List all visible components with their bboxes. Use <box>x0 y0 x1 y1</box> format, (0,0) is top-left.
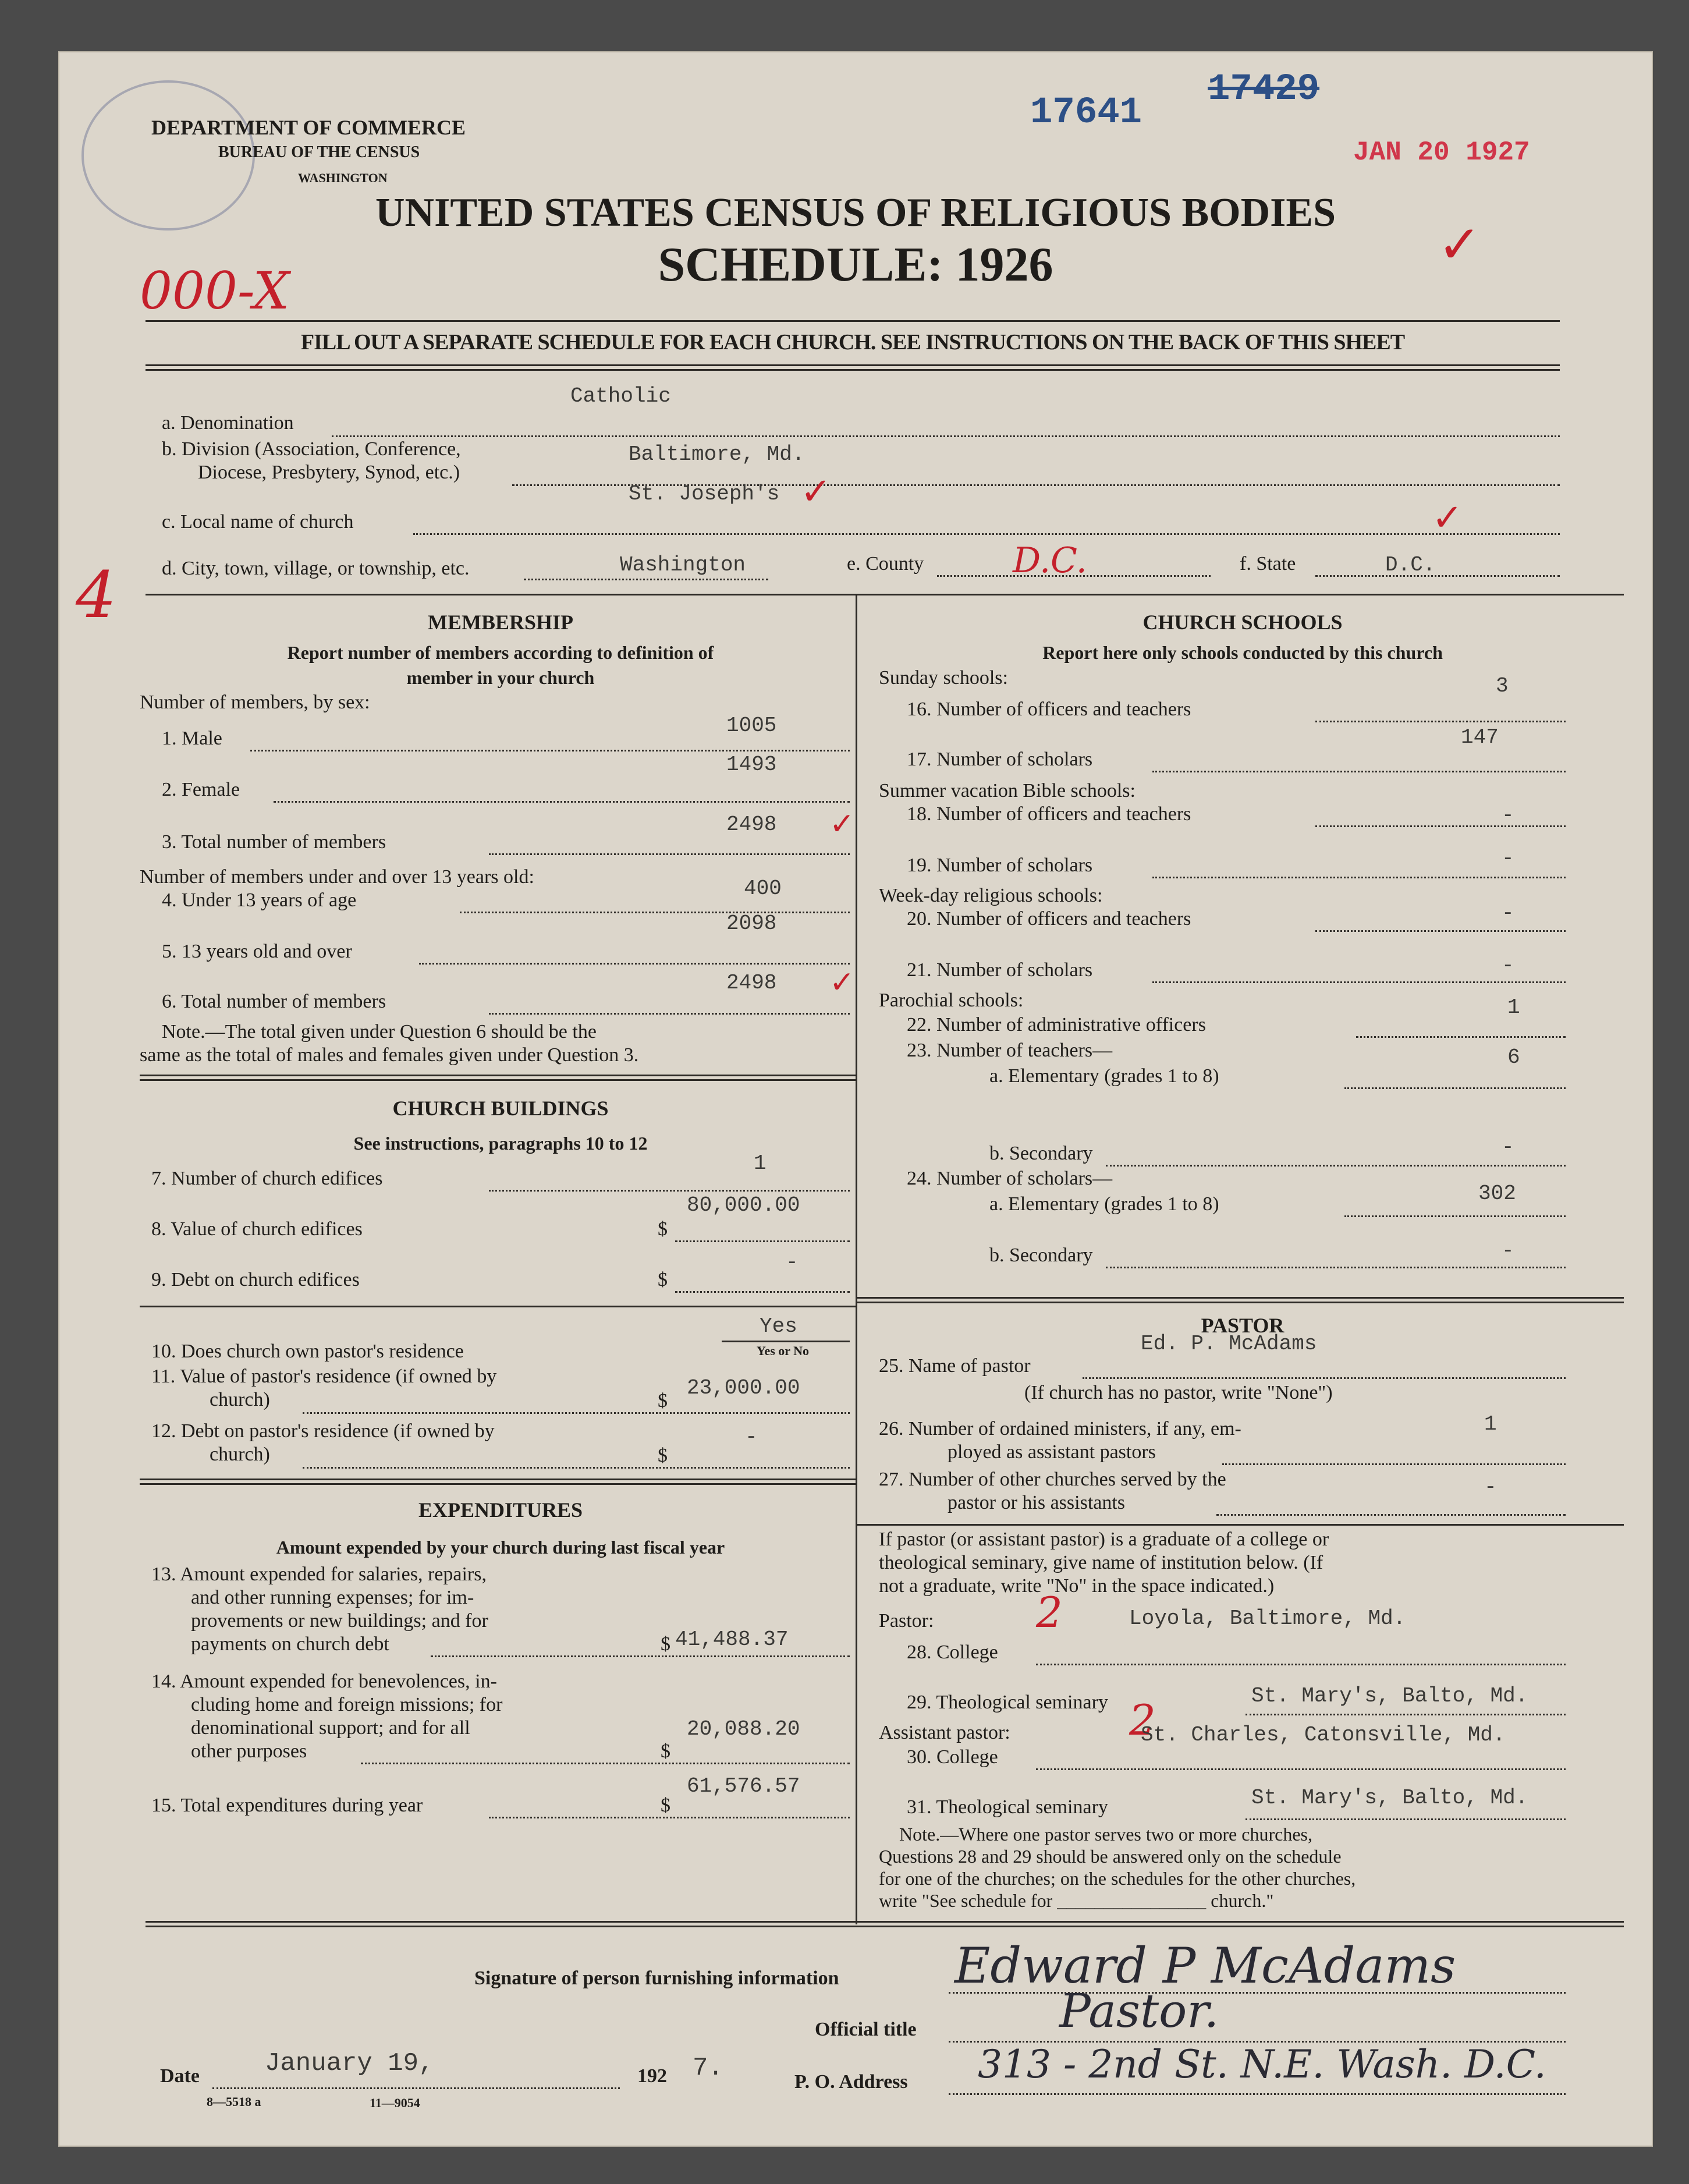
official-title-value[interactable]: Pastor. <box>1059 1984 1219 2038</box>
scholars-elementary-value[interactable]: 302 <box>1478 1182 1516 1206</box>
edifices-debt-value[interactable]: - <box>786 1250 799 1274</box>
weekday-scholars-label: 21. Number of scholars <box>907 959 1093 981</box>
graduate-instructions-2: theological seminary, give name of institution below. (If <box>879 1552 1323 1573</box>
other-churches-value[interactable]: - <box>1484 1475 1497 1499</box>
pastor-heading: PASTOR <box>1201 1314 1285 1337</box>
city-label: d. City, town, village, or township, etc. <box>162 558 470 579</box>
operating-expenses-label-3: provements or new buildings; and for <box>191 1610 488 1632</box>
scholars-elementary-label: a. Elementary (grades 1 to 8) <box>989 1193 1219 1215</box>
residence-debt-label-1: 12. Debt on pastor's residence (if owned by <box>151 1420 495 1442</box>
female-value[interactable]: 1493 <box>726 753 777 777</box>
sunday-scholars-label: 17. Number of scholars <box>907 749 1093 770</box>
signature-label: Signature of person furnishing information <box>474 1967 839 1989</box>
form-title: UNITED STATES CENSUS OF RELIGIOUS BODIES <box>375 190 1336 235</box>
sunday-scholars-value[interactable]: 147 <box>1461 725 1499 749</box>
parochial-schools-label: Parochial schools: <box>879 990 1024 1011</box>
administrative-officers-value[interactable]: 1 <box>1507 995 1520 1019</box>
teachers-elementary-label: a. Elementary (grades 1 to 8) <box>989 1065 1219 1087</box>
residence-debt-value[interactable]: - <box>745 1425 758 1449</box>
benevolences-label-4: other purposes <box>191 1740 307 1762</box>
operating-expenses-label-1: 13. Amount expended for salaries, repairs, <box>151 1563 487 1585</box>
operating-expenses-dollar: $ <box>661 1633 670 1655</box>
check-mark-top: ✓ <box>1438 217 1482 274</box>
residence-debt-label-2: church) <box>210 1444 270 1465</box>
check-mark-church-name: ✓ <box>800 471 832 512</box>
assistant-seminary-label: 31. Theological seminary <box>907 1796 1108 1818</box>
assistant-college-value[interactable]: St. Charles, Catonsville, Md. <box>1141 1723 1506 1747</box>
weekday-teachers-value[interactable]: - <box>1502 901 1514 925</box>
assistant-pastors-label-1: 26. Number of ordained ministers, if any, em- <box>879 1418 1241 1440</box>
membership-subheading-2: member in your church <box>406 667 595 688</box>
instructions-banner: FILL OUT A SEPARATE SCHEDULE FOR EACH CHURCH. SEE INSTRUCTIONS ON THE BACK OF THIS SHEET <box>300 330 1405 354</box>
date-year-value[interactable]: 7. <box>693 2054 723 2083</box>
assistant-seminary-value[interactable]: St. Mary's, Balto, Md. <box>1251 1786 1528 1810</box>
pastor-name-note: (If church has no pastor, write "None") <box>1024 1382 1333 1403</box>
expenditures-heading: EXPENDITURES <box>418 1498 583 1522</box>
13-and-over-label: 5. 13 years old and over <box>162 941 352 962</box>
summer-scholars-label: 19. Number of scholars <box>907 855 1093 876</box>
scholars-label: 24. Number of scholars— <box>907 1168 1113 1189</box>
pastor-name-label: 25. Name of pastor <box>879 1355 1031 1377</box>
church-name-label: c. Local name of church <box>162 511 354 533</box>
pastor-note-3: for one of the churches; on the schedules for the other churches, <box>879 1868 1356 1889</box>
department-name: DEPARTMENT OF COMMERCE <box>151 116 466 139</box>
state-label: f. State <box>1240 553 1296 575</box>
total-members-by-age-value[interactable]: 2498 <box>726 971 777 995</box>
bureau-city: WASHINGTON <box>298 171 388 185</box>
residence-value-dollar: $ <box>658 1390 668 1412</box>
division-label-1: b. Division (Association, Conference, <box>162 438 461 460</box>
pastor-college-value[interactable]: Loyola, Baltimore, Md. <box>1129 1607 1406 1630</box>
assistant-education-mark: 2 <box>1129 1696 1156 1745</box>
teachers-elementary-value[interactable]: 6 <box>1507 1045 1520 1069</box>
total-expenditures-label: 15. Total expenditures during year <box>151 1795 423 1816</box>
teachers-label: 23. Number of teachers— <box>907 1040 1113 1061</box>
scholars-secondary-value[interactable]: - <box>1502 1239 1514 1263</box>
pastor-note-2: Questions 28 and 29 should be answered only on the schedule <box>879 1846 1342 1867</box>
state-value[interactable]: D.C. <box>1385 553 1436 577</box>
date-year-prefix: 192 <box>637 2065 667 2087</box>
census-schedule-sheet <box>58 51 1653 2147</box>
check-mark-q3: ✓ <box>829 808 855 841</box>
denomination-label: a. Denomination <box>162 412 294 434</box>
county-label: e. County <box>847 553 924 575</box>
check-mark-right: ✓ <box>1432 497 1463 538</box>
serial-number: 17641 <box>1030 92 1142 134</box>
members-by-sex-label: Number of members, by sex: <box>140 692 370 713</box>
po-address-value[interactable]: 313 - 2nd St. N.E. Wash. D.C. <box>978 2042 1546 2087</box>
yes-or-no-hint: Yes or No <box>757 1343 810 1358</box>
operating-expenses-amount[interactable]: 41,488.37 <box>675 1628 789 1651</box>
received-date-stamp: JAN 20 1927 <box>1353 137 1530 168</box>
struck-serial-number: 17429 <box>1208 69 1320 111</box>
pastor-education-label: Pastor: <box>879 1610 934 1632</box>
weekday-scholars-value[interactable]: - <box>1502 953 1514 977</box>
owns-residence-value[interactable]: Yes <box>760 1314 797 1338</box>
total-expenditures-dollar: $ <box>661 1795 670 1816</box>
church-edifices-label: 7. Number of church edifices <box>151 1168 383 1189</box>
official-title-label: Official title <box>815 2019 917 2040</box>
weekday-teachers-label: 20. Number of officers and teachers <box>907 908 1191 930</box>
schedule-year: SCHEDULE: 1926 <box>658 237 1053 292</box>
handwritten-margin-mark: 4 <box>76 558 116 632</box>
total-expenditures-amount[interactable]: 61,576.57 <box>687 1774 800 1798</box>
sunday-teachers-value[interactable]: 3 <box>1496 674 1509 698</box>
summer-schools-label: Summer vacation Bible schools: <box>879 780 1136 802</box>
female-label: 2. Female <box>162 779 240 800</box>
summer-teachers-label: 18. Number of officers and teachers <box>907 803 1191 825</box>
operating-expenses-label-2: and other running expenses; for im- <box>191 1587 474 1608</box>
membership-note-1: Note.—The total given under Question 6 should be the <box>162 1021 597 1043</box>
members-by-age-label: Number of members under and over 13 years old: <box>140 866 534 888</box>
benevolences-label-2: cluding home and foreign missions; for <box>191 1694 503 1715</box>
graduate-instructions-3: not a graduate, write "No" in the space indicated.) <box>879 1575 1275 1597</box>
pastor-note-4: write "See schedule for ________________ church." <box>879 1890 1274 1911</box>
expenditures-subheading: Amount expended by your church during last fiscal year <box>276 1537 725 1558</box>
teachers-secondary-value[interactable]: - <box>1502 1135 1514 1159</box>
assistant-pastors-label-2: ployed as assistant pastors <box>948 1441 1156 1463</box>
benevolences-label-3: denominational support; and for all <box>191 1717 470 1739</box>
sunday-teachers-label: 16. Number of officers and teachers <box>907 699 1191 720</box>
owns-residence-label: 10. Does church own pastor's residence <box>151 1341 464 1362</box>
pastor-education-mark: 2 <box>1036 1588 1063 1637</box>
schools-heading: CHURCH SCHOOLS <box>1142 611 1343 634</box>
pastor-seminary-value[interactable]: St. Mary's, Balto, Md. <box>1251 1684 1528 1708</box>
po-address-label: P. O. Address <box>794 2071 908 2093</box>
form-number: 8—5518 a <box>207 2094 261 2109</box>
residence-value-amount[interactable]: 23,000.00 <box>687 1376 800 1400</box>
teachers-secondary-label: b. Secondary <box>989 1143 1093 1164</box>
graduate-instructions-1: If pastor (or assistant pastor) is a graduate of a college or <box>879 1529 1329 1550</box>
city-value[interactable]: Washington <box>620 553 746 577</box>
buildings-subheading: See instructions, paragraphs 10 to 12 <box>353 1133 648 1154</box>
benevolences-label-1: 14. Amount expended for benevolences, in- <box>151 1671 497 1692</box>
assistant-pastors-value[interactable]: 1 <box>1484 1412 1497 1436</box>
division-value[interactable]: Baltimore, Md. <box>629 442 805 466</box>
administrative-officers-label: 22. Number of administrative officers <box>907 1014 1206 1036</box>
handwritten-mark-top-left: 000-X <box>140 261 290 321</box>
other-churches-label-1: 27. Number of other churches served by the <box>879 1469 1226 1490</box>
county-value[interactable]: D.C. <box>1013 540 1087 581</box>
pastor-note-1: Note.—Where one pastor serves two or more churches, <box>899 1824 1312 1845</box>
residence-value-label-1: 11. Value of pastor's residence (if owned by <box>151 1366 497 1387</box>
buildings-heading: CHURCH BUILDINGS <box>392 1097 609 1120</box>
edifices-debt-label: 9. Debt on church edifices <box>151 1269 360 1290</box>
edifices-value-label: 8. Value of church edifices <box>151 1218 363 1240</box>
date-label: Date <box>160 2065 200 2087</box>
church-edifices-value[interactable]: 1 <box>754 1151 767 1175</box>
residence-value-label-2: church) <box>210 1389 270 1410</box>
edifices-debt-dollar: $ <box>658 1269 668 1290</box>
pastor-name-value[interactable]: Ed. P. McAdams <box>1141 1332 1317 1356</box>
benevolences-dollar: $ <box>661 1740 670 1762</box>
other-churches-label-2: pastor or his assistants <box>948 1492 1126 1513</box>
date-value[interactable]: January 19, <box>265 2049 434 2078</box>
membership-subheading-1: Report number of members according to definition of <box>287 642 714 663</box>
membership-heading: MEMBERSHIP <box>427 611 573 634</box>
male-label: 1. Male <box>162 728 222 749</box>
male-value[interactable]: 1005 <box>726 714 777 738</box>
edifices-value-dollar: $ <box>658 1218 668 1240</box>
division-label-2: Diocese, Presbytery, Synod, etc.) <box>198 462 460 483</box>
residence-debt-dollar: $ <box>658 1445 668 1466</box>
denomination-value[interactable]: Catholic <box>570 384 671 408</box>
church-name-value[interactable]: St. Joseph's <box>629 482 780 506</box>
pastor-college-label: 28. College <box>907 1641 998 1663</box>
scholars-secondary-label: b. Secondary <box>989 1245 1093 1266</box>
sunday-schools-label: Sunday schools: <box>879 667 1008 689</box>
13-and-over-value[interactable]: 2098 <box>726 912 777 935</box>
weekday-schools-label: Week-day religious schools: <box>879 885 1103 906</box>
schools-subheading: Report here only schools conducted by this church <box>1042 642 1443 663</box>
assistant-college-label: 30. College <box>907 1746 998 1768</box>
assistant-education-label: Assistant pastor: <box>879 1722 1010 1743</box>
pastor-seminary-label: 29. Theological seminary <box>907 1692 1108 1713</box>
under-13-label: 4. Under 13 years of age <box>162 889 357 911</box>
edifices-value-amount[interactable]: 80,000.00 <box>687 1193 800 1217</box>
under-13-value[interactable]: 400 <box>744 877 782 900</box>
print-number: 11—9054 <box>370 2096 420 2110</box>
summer-teachers-value[interactable]: - <box>1502 803 1514 827</box>
membership-note-2: same as the total of males and females given under Question 3. <box>140 1044 639 1066</box>
total-members-by-sex-label: 3. Total number of members <box>162 831 386 853</box>
operating-expenses-label-4: payments on church debt <box>191 1633 389 1655</box>
summer-scholars-value[interactable]: - <box>1502 846 1514 870</box>
total-members-by-age-label: 6. Total number of members <box>162 991 386 1012</box>
bureau-name: BUREAU OF THE CENSUS <box>218 143 420 161</box>
benevolences-amount[interactable]: 20,088.20 <box>687 1717 800 1741</box>
total-members-by-sex-value[interactable]: 2498 <box>726 813 777 836</box>
signature-value[interactable]: Edward P McAdams <box>955 1937 1456 1994</box>
check-mark-q6: ✓ <box>829 966 855 999</box>
